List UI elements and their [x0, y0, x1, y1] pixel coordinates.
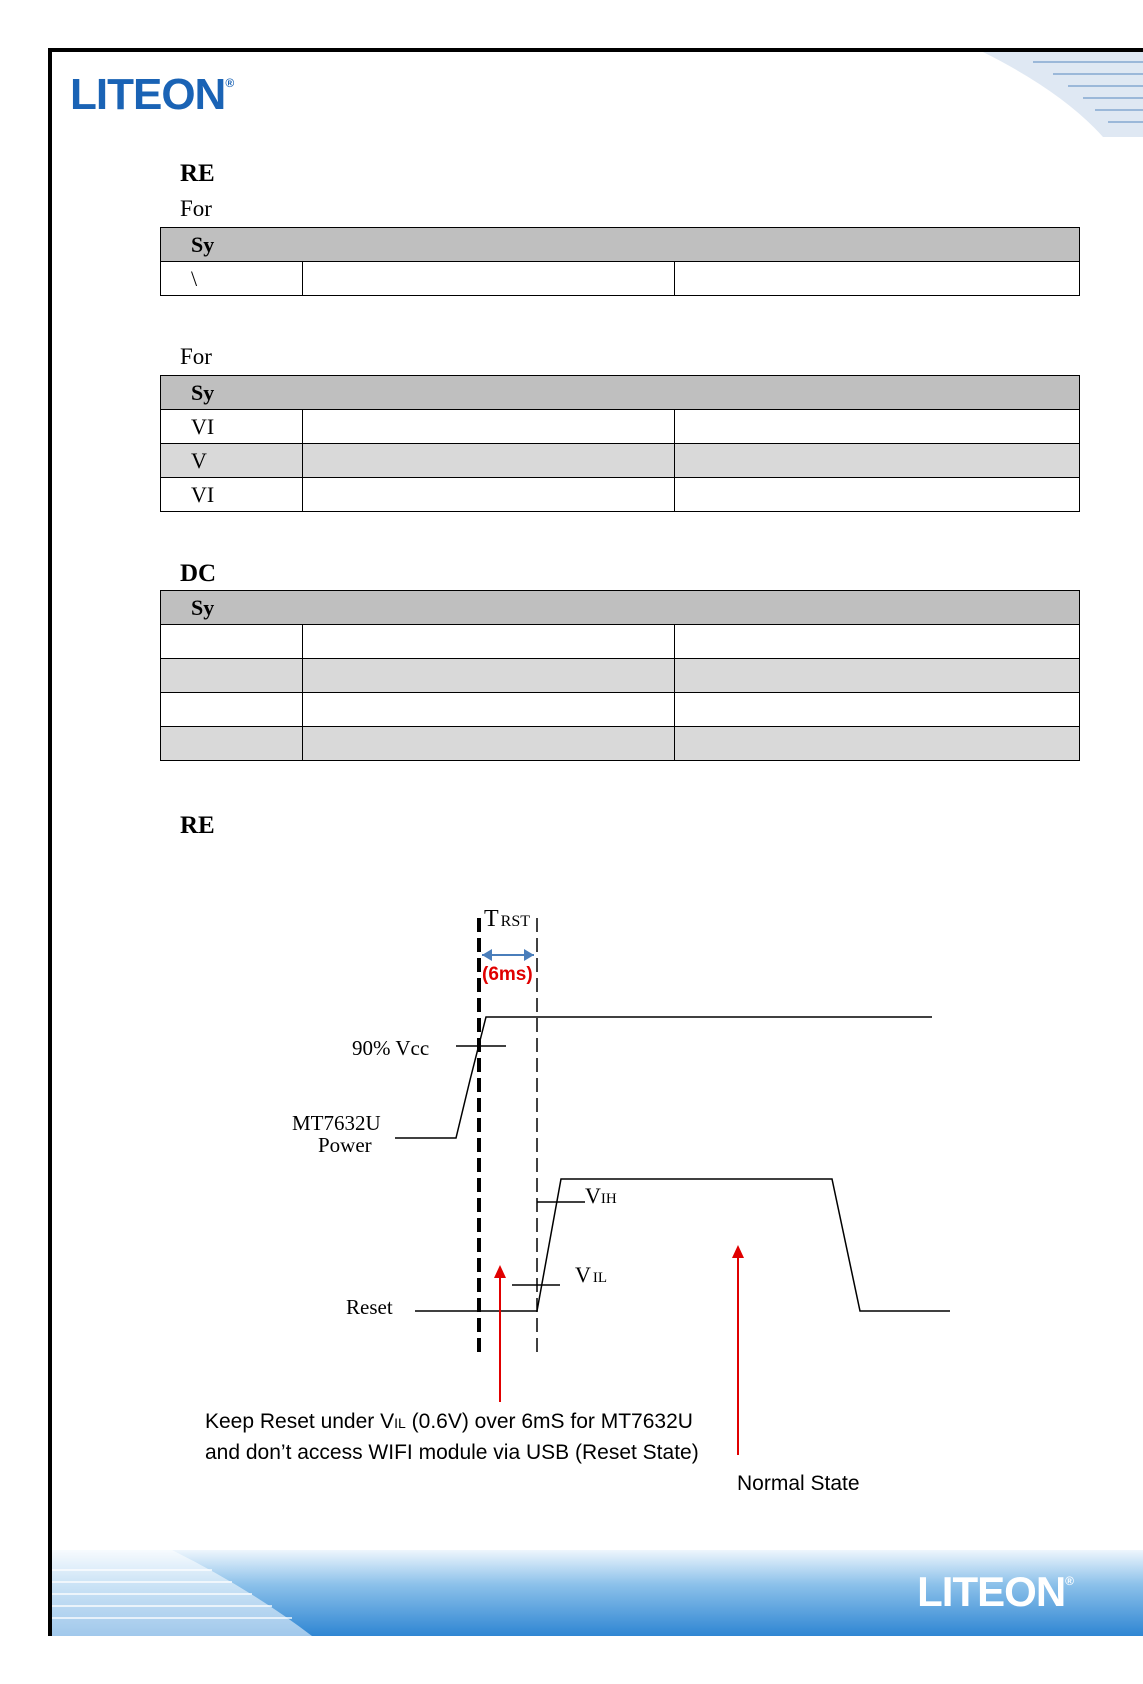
table-cell	[675, 693, 1080, 727]
table-cell: VI	[161, 410, 303, 444]
table-cell	[303, 625, 675, 659]
power-label: MT7632U	[292, 1111, 381, 1135]
reset-timing-diagram	[205, 900, 970, 1520]
trst-label: TRST	[484, 906, 531, 932]
table-row	[161, 625, 1080, 659]
liteon-logo-bottom: LITEON®	[917, 1568, 1073, 1615]
table-cell: V	[161, 444, 303, 478]
table-cell	[161, 659, 303, 693]
table-row	[161, 659, 1080, 693]
section-title-reset: RE	[180, 160, 215, 187]
table-cell	[675, 478, 1080, 512]
table-cell	[161, 727, 303, 761]
reset-label: Reset	[346, 1295, 393, 1319]
table-cell	[675, 659, 1080, 693]
section-title-reset-timing: RE	[180, 812, 215, 839]
table-row	[161, 478, 1080, 512]
paragraph-2: For	[180, 344, 212, 369]
table-cell: \	[161, 262, 303, 296]
vcc-label: 90% Vcc	[352, 1036, 430, 1060]
table-row	[161, 262, 1080, 296]
power-label-2: Power	[318, 1133, 372, 1157]
spec-table-2	[160, 375, 1080, 512]
table-cell	[303, 410, 675, 444]
table-header: Sy	[161, 376, 1080, 410]
table-row	[161, 693, 1080, 727]
reset-curve	[415, 1179, 950, 1311]
table-header: Sy	[161, 228, 1080, 262]
paragraph-1: For	[180, 196, 212, 221]
table-cell	[161, 625, 303, 659]
vih-label: VIH	[585, 1183, 617, 1208]
table-cell	[303, 659, 675, 693]
table-cell	[161, 693, 303, 727]
table-cell	[675, 727, 1080, 761]
power-curve	[395, 1017, 932, 1138]
table-row	[161, 444, 1080, 478]
spec-table-3	[160, 590, 1080, 761]
table-cell	[675, 410, 1080, 444]
table-cell	[303, 693, 675, 727]
table-cell	[303, 262, 675, 296]
liteon-logo-top: LITEON®	[70, 70, 234, 119]
table-row	[161, 410, 1080, 444]
table-cell	[303, 444, 675, 478]
table-cell: VI	[161, 478, 303, 512]
table-cell	[303, 478, 675, 512]
trst-value: (6ms)	[482, 964, 533, 985]
table-row	[161, 727, 1080, 761]
table-cell	[675, 444, 1080, 478]
footer-decoration	[52, 1550, 452, 1636]
vil-label: V IL	[575, 1262, 608, 1287]
section-title-dc: DC	[180, 560, 217, 587]
reset-note-line2: and don’t access WIFI module via USB (Reset State)	[205, 1441, 699, 1464]
header-decoration	[943, 52, 1143, 137]
table-header: Sy	[161, 591, 1080, 625]
footer-banner	[52, 1550, 1143, 1636]
table-cell	[675, 262, 1080, 296]
table-cell	[303, 727, 675, 761]
reset-note-line1: Keep Reset under VIL (0.6V) over 6mS for MT7632U	[205, 1410, 693, 1433]
table-cell	[675, 625, 1080, 659]
normal-state-label: Normal State	[737, 1472, 860, 1495]
spec-table-1	[160, 227, 1080, 296]
